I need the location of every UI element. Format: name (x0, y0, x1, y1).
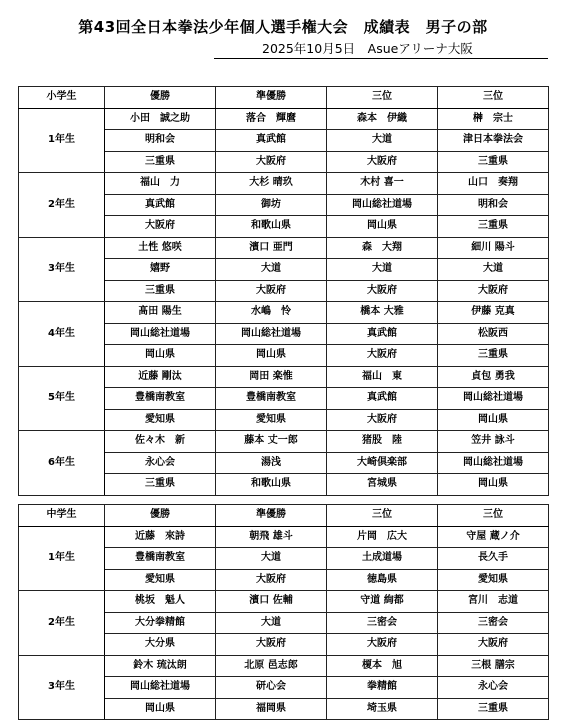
club-name: 三密会 (438, 612, 549, 634)
player-name: 近藤 來詩 (105, 526, 216, 548)
grade-label: 4年生 (19, 302, 105, 367)
club-name: 湯浅 (216, 452, 327, 474)
player-name: 佐々木 新 (105, 431, 216, 453)
prefecture: 岡山県 (438, 409, 549, 431)
club-name: 岡山総社道場 (105, 677, 216, 699)
result-row (19, 302, 549, 324)
club-name: 大道 (216, 612, 327, 634)
player-name: 落合 輝麿 (216, 108, 327, 130)
player-name: 三根 膳宗 (438, 655, 549, 677)
prefecture: 大阪府 (327, 280, 438, 302)
column-header: 三位 (438, 87, 549, 109)
club-name: 岡山総社道場 (216, 323, 327, 345)
club-name: 津日本拳法会 (438, 130, 549, 152)
prefecture: 三重県 (105, 474, 216, 496)
club-name: 永心会 (438, 677, 549, 699)
club-name: 真武館 (105, 194, 216, 216)
club-name: 長久手 (438, 548, 549, 570)
result-row (19, 108, 549, 130)
grade-label: 5年生 (19, 366, 105, 431)
player-name: 岡田 楽惟 (216, 366, 327, 388)
club-name: 大崎倶楽部 (327, 452, 438, 474)
club-name: 拳精館 (327, 677, 438, 699)
prefecture: 大阪府 (327, 345, 438, 367)
prefecture: 三重県 (105, 151, 216, 173)
prefecture: 大阪府 (216, 569, 327, 591)
club-name: 大道 (327, 259, 438, 281)
player-name: 濱口 亜門 (216, 237, 327, 259)
grade-label: 3年生 (19, 237, 105, 302)
player-name: 福山 東 (327, 366, 438, 388)
player-name: 朝飛 雄斗 (216, 526, 327, 548)
player-name: 福山 力 (105, 173, 216, 195)
result-row (19, 237, 549, 259)
player-name: 守道 絢都 (327, 591, 438, 613)
prefecture: 三重県 (438, 216, 549, 238)
player-name: 片岡 広大 (327, 526, 438, 548)
player-name: 榊 宗士 (438, 108, 549, 130)
player-name: 大杉 晴玖 (216, 173, 327, 195)
prefecture: 大阪府 (105, 216, 216, 238)
prefecture: 大阪府 (438, 634, 549, 656)
club-name: 大道 (327, 130, 438, 152)
player-name: 濱口 佐輔 (216, 591, 327, 613)
page-title: 第43回全日本拳法少年個人選手権大会 成績表 男子の部 (78, 18, 488, 36)
prefecture: 大阪府 (438, 280, 549, 302)
club-name: 岡山総社道場 (105, 323, 216, 345)
club-name: 土成道場 (327, 548, 438, 570)
club-name: 三密会 (327, 612, 438, 634)
column-header: 三位 (327, 505, 438, 527)
prefecture: 大阪府 (327, 634, 438, 656)
prefecture: 三重県 (105, 280, 216, 302)
prefecture: 三重県 (438, 151, 549, 173)
player-name: 貞包 勇我 (438, 366, 549, 388)
player-name: 鈴木 琉汰朗 (105, 655, 216, 677)
player-name: 山口 奏翔 (438, 173, 549, 195)
prefecture: 大阪府 (216, 634, 327, 656)
column-header: 準優勝 (216, 505, 327, 527)
event-date-venue: 2025年10月5日 Asueアリーナ大阪 (262, 41, 473, 56)
club-name: 大分拳精館 (105, 612, 216, 634)
prefecture: 大阪府 (216, 280, 327, 302)
player-name: 小田 誠之助 (105, 108, 216, 130)
player-name: 森本 伊織 (327, 108, 438, 130)
club-name: 大道 (216, 259, 327, 281)
club-name: 嬉野 (105, 259, 216, 281)
player-name: 橋本 大雅 (327, 302, 438, 324)
club-name: 岡山総社道場 (327, 194, 438, 216)
prefecture: 大阪府 (327, 409, 438, 431)
player-name: 榎本 旭 (327, 655, 438, 677)
prefecture: 岡山県 (105, 698, 216, 720)
column-header: 優勝 (105, 505, 216, 527)
club-name: 岡山総社道場 (438, 388, 549, 410)
result-row (19, 526, 549, 548)
result-row (19, 655, 549, 677)
grade-label: 6年生 (19, 431, 105, 496)
club-name: 豊橋南教室 (216, 388, 327, 410)
club-name: 豊橋南教室 (105, 388, 216, 410)
prefecture: 大分県 (105, 634, 216, 656)
player-name: 桃坂 魁人 (105, 591, 216, 613)
club-name: 岡山総社道場 (438, 452, 549, 474)
column-header: 優勝 (105, 87, 216, 109)
elementary-results-table (18, 86, 549, 496)
club-name: 真武館 (216, 130, 327, 152)
player-name: 北原 邑志郎 (216, 655, 327, 677)
column-header: 準優勝 (216, 87, 327, 109)
column-header: 三位 (438, 505, 549, 527)
prefecture: 三重県 (438, 345, 549, 367)
club-name: 研心会 (216, 677, 327, 699)
prefecture: 大阪府 (216, 151, 327, 173)
result-row (19, 366, 549, 388)
prefecture: 愛知県 (105, 409, 216, 431)
club-name: 真武館 (327, 323, 438, 345)
grade-label: 1年生 (19, 108, 105, 173)
player-name: 近藤 剛汰 (105, 366, 216, 388)
club-name: 御坊 (216, 194, 327, 216)
prefecture: 徳島県 (327, 569, 438, 591)
prefecture: 愛知県 (105, 569, 216, 591)
prefecture: 和歌山県 (216, 474, 327, 496)
club-name: 永心会 (105, 452, 216, 474)
middle-school-results-table (18, 504, 549, 720)
club-name: 大道 (438, 259, 549, 281)
prefecture: 岡山県 (105, 345, 216, 367)
section-label: 小学生 (19, 87, 105, 109)
player-name: 森 大翔 (327, 237, 438, 259)
player-name: 水嶋 怜 (216, 302, 327, 324)
prefecture: 宮城県 (327, 474, 438, 496)
grade-label: 1年生 (19, 526, 105, 591)
player-name: 伊藤 克真 (438, 302, 549, 324)
prefecture: 愛知県 (438, 569, 549, 591)
player-name: 木村 喜一 (327, 173, 438, 195)
prefecture: 福岡県 (216, 698, 327, 720)
player-name: 髙田 陽生 (105, 302, 216, 324)
grade-label: 3年生 (19, 655, 105, 720)
player-name: 土性 悠咲 (105, 237, 216, 259)
player-name: 笠井 詠斗 (438, 431, 549, 453)
grade-label: 2年生 (19, 591, 105, 656)
club-name: 大道 (216, 548, 327, 570)
header-row (19, 87, 549, 109)
prefecture: 三重県 (438, 698, 549, 720)
column-header: 三位 (327, 87, 438, 109)
prefecture: 埼玉県 (327, 698, 438, 720)
result-row (19, 173, 549, 195)
club-name: 松阪西 (438, 323, 549, 345)
subtitle-underline (214, 58, 548, 59)
prefecture: 愛知県 (216, 409, 327, 431)
header-row (19, 505, 549, 527)
player-name: 藤本 丈一郎 (216, 431, 327, 453)
club-name: 真武館 (327, 388, 438, 410)
prefecture: 岡山県 (327, 216, 438, 238)
club-name: 明和会 (105, 130, 216, 152)
player-name: 守屋 蔵ノ介 (438, 526, 549, 548)
club-name: 明和会 (438, 194, 549, 216)
prefecture: 岡山県 (438, 474, 549, 496)
player-name: 細川 陽斗 (438, 237, 549, 259)
result-row (19, 431, 549, 453)
prefecture: 和歌山県 (216, 216, 327, 238)
player-name: 猪股 陸 (327, 431, 438, 453)
result-row (19, 591, 549, 613)
prefecture: 大阪府 (327, 151, 438, 173)
grade-label: 2年生 (19, 173, 105, 238)
prefecture: 岡山県 (216, 345, 327, 367)
club-name: 豊橋南教室 (105, 548, 216, 570)
section-label: 中学生 (19, 505, 105, 527)
player-name: 宮川 志道 (438, 591, 549, 613)
